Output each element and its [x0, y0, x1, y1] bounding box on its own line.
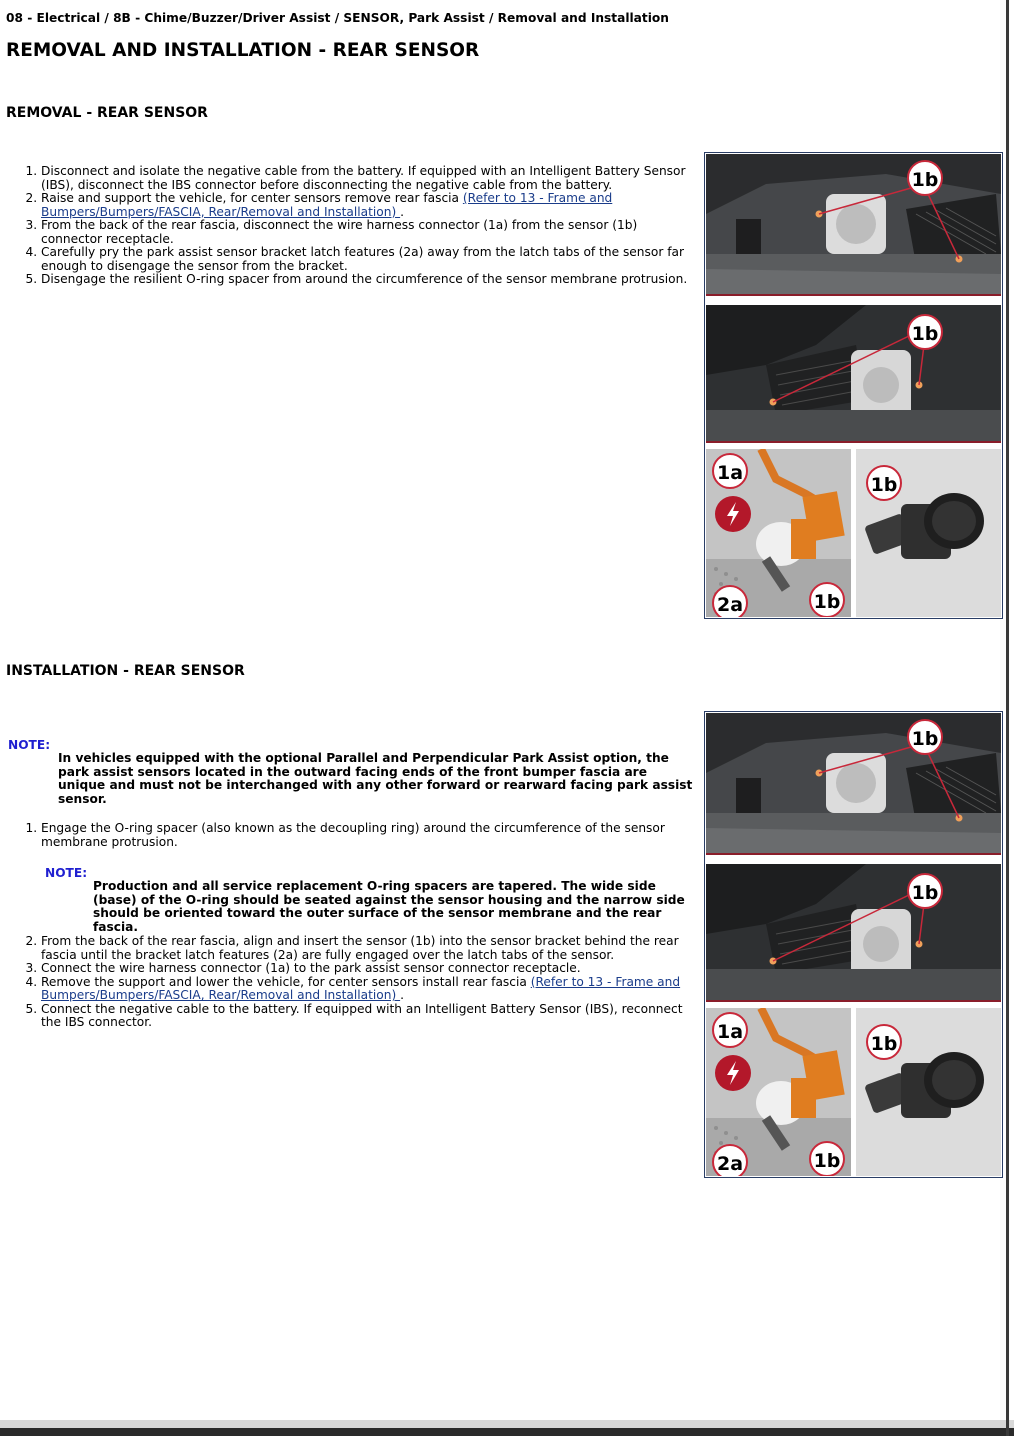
removal-title: REMOVAL - REAR SENSOR [6, 105, 208, 121]
list-item: 1. Engage the O-ring spacer (also known as the decoupling ring) around the circumference of the sensor membrane protrusion. [41, 822, 701, 849]
bottom-edge [0, 1428, 1014, 1436]
removal-figure [704, 152, 1003, 619]
step-1-note [45, 866, 700, 934]
installation-steps [0, 935, 701, 1030]
callout-2a: 2a [712, 1144, 748, 1176]
photo-middle [706, 864, 1001, 1002]
photo-top [706, 154, 1001, 296]
list-item: 5. Connect the negative cable to the battery. If equipped with an Intelligent Battery Sensor (IBS), reconnect the IBS connector. [41, 1003, 701, 1030]
page-title: REMOVAL AND INSTALLATION - REAR SENSOR [6, 40, 480, 61]
photo-middle [706, 305, 1001, 443]
warning-icon [715, 1055, 751, 1091]
callout-1b: 1b [809, 582, 845, 617]
frame-bumpers-link[interactable]: (Refer to 13 - Frame and Bumpers/Bumpers/FASCIA, Rear/Removal and Installation) [41, 974, 681, 1002]
note-label: NOTE: [45, 866, 88, 880]
photo-bottom-right [856, 449, 1001, 617]
breadcrumb: 08 - Electrical / 8B - Chime/Buzzer/Driver Assist / SENSOR, Park Assist / Removal and Installation [6, 11, 669, 25]
callout-1b: 1b [907, 719, 943, 755]
list-item: 5. Disengage the resilient O-ring spacer from around the circumference of the sensor membrane protrusion. [41, 273, 701, 287]
callout-1b: 1b [907, 160, 943, 196]
photo-bottom-left [706, 449, 851, 617]
photo-bottom-left [706, 1008, 851, 1176]
callout-1b: 1b [907, 873, 943, 909]
callout-1b: 1b [809, 1141, 845, 1176]
installation-title: INSTALLATION - REAR SENSOR [6, 663, 245, 679]
warning-icon [715, 496, 751, 532]
removal-steps [0, 165, 701, 287]
photo-bottom-right [856, 1008, 1001, 1176]
callout-2a: 2a [712, 585, 748, 617]
list-item: 2. From the back of the rear fascia, align and insert the sensor (1b) into the sensor bracket behind the rear fascia until the bracket latch features (2a) are fully engaged over the latch tabs of the sensor. [41, 935, 701, 962]
installation-step-1 [0, 822, 701, 849]
list-item: 2. Raise and support the vehicle, for center sensors remove rear fascia (Refer to 13 - Frame and Bumpers/Bumpers/FASCIA, Rear/Removal and Installation) . [41, 192, 701, 219]
frame-bumpers-link[interactable]: (Refer to 13 - Frame and Bumpers/Bumpers/FASCIA, Rear/Removal and Installation) [41, 191, 613, 219]
callout-1b: 1b [866, 465, 902, 501]
callout-1a: 1a [712, 453, 748, 489]
callout-1b: 1b [907, 314, 943, 350]
list-item: 3. Connect the wire harness connector (1a) to the park assist sensor connector receptacle. [41, 962, 701, 976]
note-text: In vehicles equipped with the optional Parallel and Perpendicular Park Assist option, the park assist sensors located in the outward facing ends of the front bumper fascia are unique and must not be interchanged with any other forward or rearward facing park assist sensor. [58, 751, 693, 806]
right-edge [1006, 0, 1009, 1436]
list-item: 3. From the back of the rear fascia, disconnect the wire harness connector (1a) from the sensor (1b) connector receptacle. [41, 219, 701, 246]
note-label: NOTE: [8, 738, 51, 752]
callout-1a: 1a [712, 1012, 748, 1048]
photo-top [706, 713, 1001, 855]
list-item: 4. Remove the support and lower the vehicle, for center sensors install rear fascia (Refer to 13 - Frame and Bumpers/Bumpers/FASCIA, Rear/Removal and Installation) . [41, 976, 701, 1003]
list-item: 1. Disconnect and isolate the negative cable from the battery. If equipped with an Intelligent Battery Sensor (IBS), disconnect the IBS connector before disconnecting the negative cable from the battery. [41, 165, 701, 192]
bottom-shadow [0, 1420, 1014, 1428]
note-text: Production and all service replacement O-ring spacers are tapered. The wide side (base) of the O-ring should be seated against the sensor housing and the narrow side should be oriented toward the outer surface of the sensor membrane and the rear fascia. [93, 879, 685, 934]
installation-figure [704, 711, 1003, 1178]
list-item: 4. Carefully pry the park assist sensor bracket latch features (2a) away from the latch tabs of the sensor far enough to disengage the sensor from the bracket. [41, 246, 701, 273]
installation-note [8, 738, 698, 806]
callout-1b: 1b [866, 1024, 902, 1060]
